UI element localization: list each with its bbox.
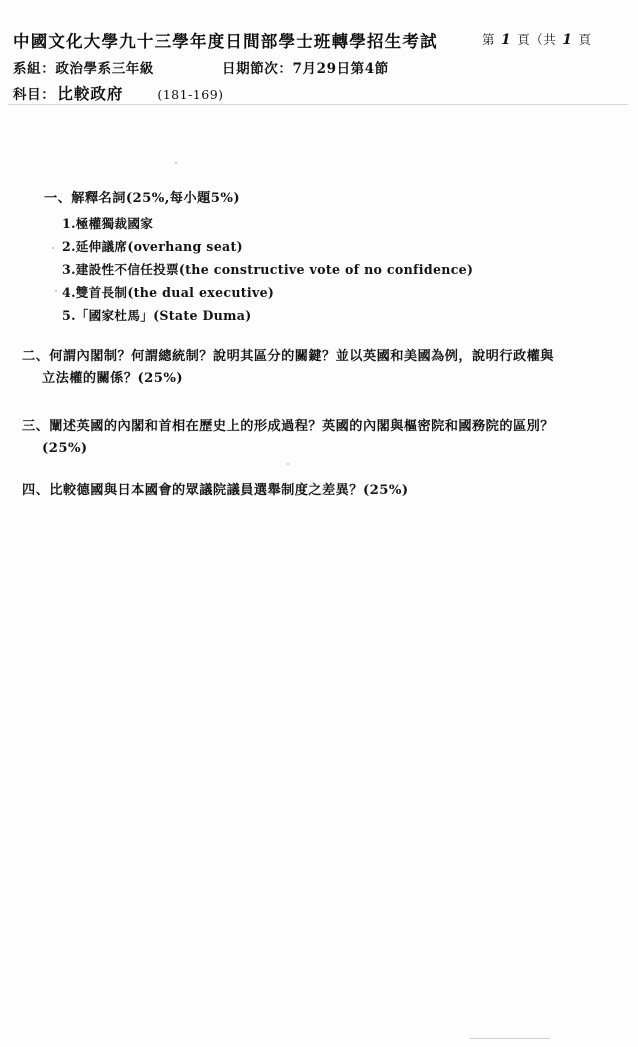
scan-artifact-speck: [287, 463, 289, 465]
question-3: [22, 416, 618, 460]
department-row: [13, 57, 154, 77]
question-1-item-1: 1.極權獨裁國家: [62, 216, 154, 231]
question-4: [22, 480, 602, 502]
page-number-indicator: [482, 30, 592, 48]
date-row: [222, 57, 389, 77]
question-1: [44, 188, 240, 210]
question-2-line-2: 立法權的關係？(25%): [42, 371, 184, 386]
question-2-number: 二、: [22, 349, 50, 364]
footer-scan-mark: [470, 1038, 550, 1039]
subject-value: 比較政府: [57, 84, 124, 103]
question-1-text: 解釋名詞(25%,每小題5%): [71, 191, 241, 206]
scan-artifact-speck: [55, 290, 57, 292]
question-3-line-2: (25%): [42, 441, 88, 456]
subject-code: (181-169): [157, 87, 224, 102]
question-2-line-1: 何謂內閣制？何謂總統制？說明其區分的關鍵？並以英國和美國為例，說明行政權與: [49, 349, 554, 364]
question-1-number: 一、: [44, 191, 72, 206]
date-value: 7月29日第4節: [292, 61, 389, 77]
question-4-line-1: 比較德國與日本國會的眾議院議員選舉制度之差異？(25%): [49, 483, 409, 498]
subject-label: 科目：: [13, 87, 56, 103]
question-1-item-4: 4.雙首長制(the dual executive): [62, 285, 275, 300]
header-divider: [8, 104, 628, 105]
scan-artifact-speck: [52, 247, 54, 249]
page-prefix-label: 第: [482, 32, 496, 47]
question-4-number: 四、: [22, 483, 50, 498]
question-1-item-5: 5.「國家杜馬」(State Duma): [62, 308, 252, 323]
page-suffix-label: 頁: [578, 32, 592, 47]
department-value: 政治學系三年級: [55, 61, 155, 77]
question-1-item-2: 2.延伸議席(overhang seat): [62, 239, 243, 254]
page-current-number: 1: [501, 32, 512, 48]
page-total-number: 1: [562, 32, 573, 48]
page-middle-label: 頁（共: [517, 32, 557, 47]
subject-row: [13, 82, 224, 104]
exam-title: 中國文化大學九十三學年度日間部學士班轉學招生考試: [13, 32, 438, 51]
question-3-line-1: 闡述英國的內閣和首相在歷史上的形成過程？英國的內閣與樞密院和國務院的區別？: [49, 419, 554, 434]
question-3-number: 三、: [22, 419, 50, 434]
date-label: 日期節次：: [222, 61, 293, 77]
question-2: [22, 346, 592, 390]
scan-artifact-speck: [175, 162, 177, 164]
question-1-item-3: 3.建設性不信任投票(the constructive vote of no confidence): [62, 262, 474, 277]
department-label: 系組：: [13, 61, 56, 77]
